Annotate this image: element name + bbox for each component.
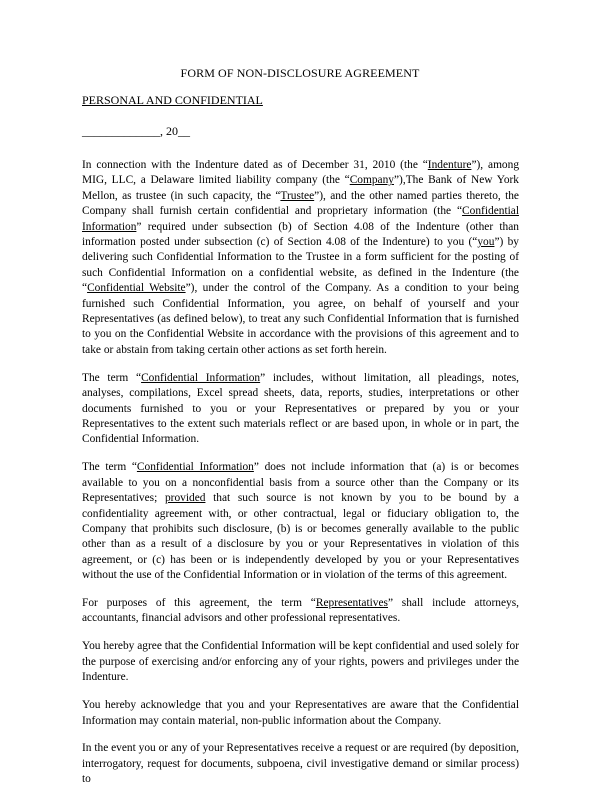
paragraph-4: For purposes of this agreement, the term “Representatives” shall include attorneys, accountants, financial advisors and other professional representatives. (82, 597, 519, 625)
paragraph-1: In connection with the Indenture dated as of December 31, 2010 (the “Indenture”), among MIG, LLC, a Delaware limited liability company (the “Company”),The Bank of New York Mellon, as trustee (in such capacity, the “Trustee”), and the other named parties thereto, the Company shall furnish certain confidential and proprietary information (the “Confidential Information” required under subsection (b) of Section 4.08 of the Indenture (other than information posted under subsection (c) of Section 4.08 of the Indenture) to you (“you”) by delivering such Confidential Information to the Trustee in a form sufficient for the posting of such Confidential Information on a confidential website, as defined in the Indenture (the “Confidential Website”), under the control of the Company. As a condition to your being furnished such Confidential Information, you agree, on behalf of yourself and your Representatives (as defined below), to treat any such Confidential Information that is furnished to you on the Confidential Website in accordance with the provisions of this agreement and to take or abstain from taking certain other actions as set forth herein. (82, 159, 520, 356)
defined-term-confidential-information: Confidential Information (136, 461, 254, 474)
defined-term-confidential-information: Confidential Information (82, 205, 519, 233)
defined-term-confidential-information: Confidential Information (141, 371, 261, 384)
document-title: FORM OF NON-DISCLOSURE AGREEMENT (180, 66, 420, 80)
date-line: _____________, 20__ (82, 124, 190, 138)
paragraph-2: The term “Confidential Information” includes, without limitation, all pleadings, notes, analyses, compilations, Excel spread sheets, data, reports, studies, interpretations or other documents furnished to you or your Representatives or prepared by you or your Representatives to the extent such materials reflect or are based upon, in whole or in part, the Confidential Information. (82, 371, 519, 446)
defined-term-representatives: Representatives (315, 597, 388, 610)
document-body (82, 158, 519, 800)
defined-term-confidential-website: Confidential Website (87, 282, 186, 295)
paragraph-7: In the event you or any of your Representatives receive a request or are required (by deposition, interrogatory, request for documents, subpoena, civil investigative demand or similar process) to (82, 742, 519, 786)
defined-term-trustee: Trustee (280, 189, 315, 202)
term-provided: provided (164, 492, 206, 505)
defined-term-indenture: Indenture (427, 159, 472, 171)
paragraph-3: The term “Confidential Information” does not include information that (a) is or becomes available to you on a nonconfidential basis from a source other than the Company or its Representatives; provided that such source is not known by you to be bound by a confidentiality agreement with, or other contractual, legal or fiduciary obligation to, the Company that prohibits such disclosure, (b) is or becomes generally available to the public other than as a result of a disclosure by you or your Representatives in violation of this agreement, or (c) has been or is independently developed by you or your Representatives without the use of the Confidential Information or in violation of the terms of this agreement. (82, 461, 519, 582)
paragraph-6: You hereby acknowledge that you and your Representatives are aware that the Confidential Information may contain material, non-public information about the Company. (82, 699, 519, 727)
document-subheading: PERSONAL AND CONFIDENTIAL (82, 93, 263, 107)
defined-term-you: you (477, 236, 495, 249)
defined-term-company: Company (349, 174, 394, 187)
paragraph-5: You hereby agree that the Confidential Information will be kept confidential and used solely for the purpose of exercising and/or enforcing any of your rights, powers and privileges under the Indenture. (82, 640, 519, 684)
